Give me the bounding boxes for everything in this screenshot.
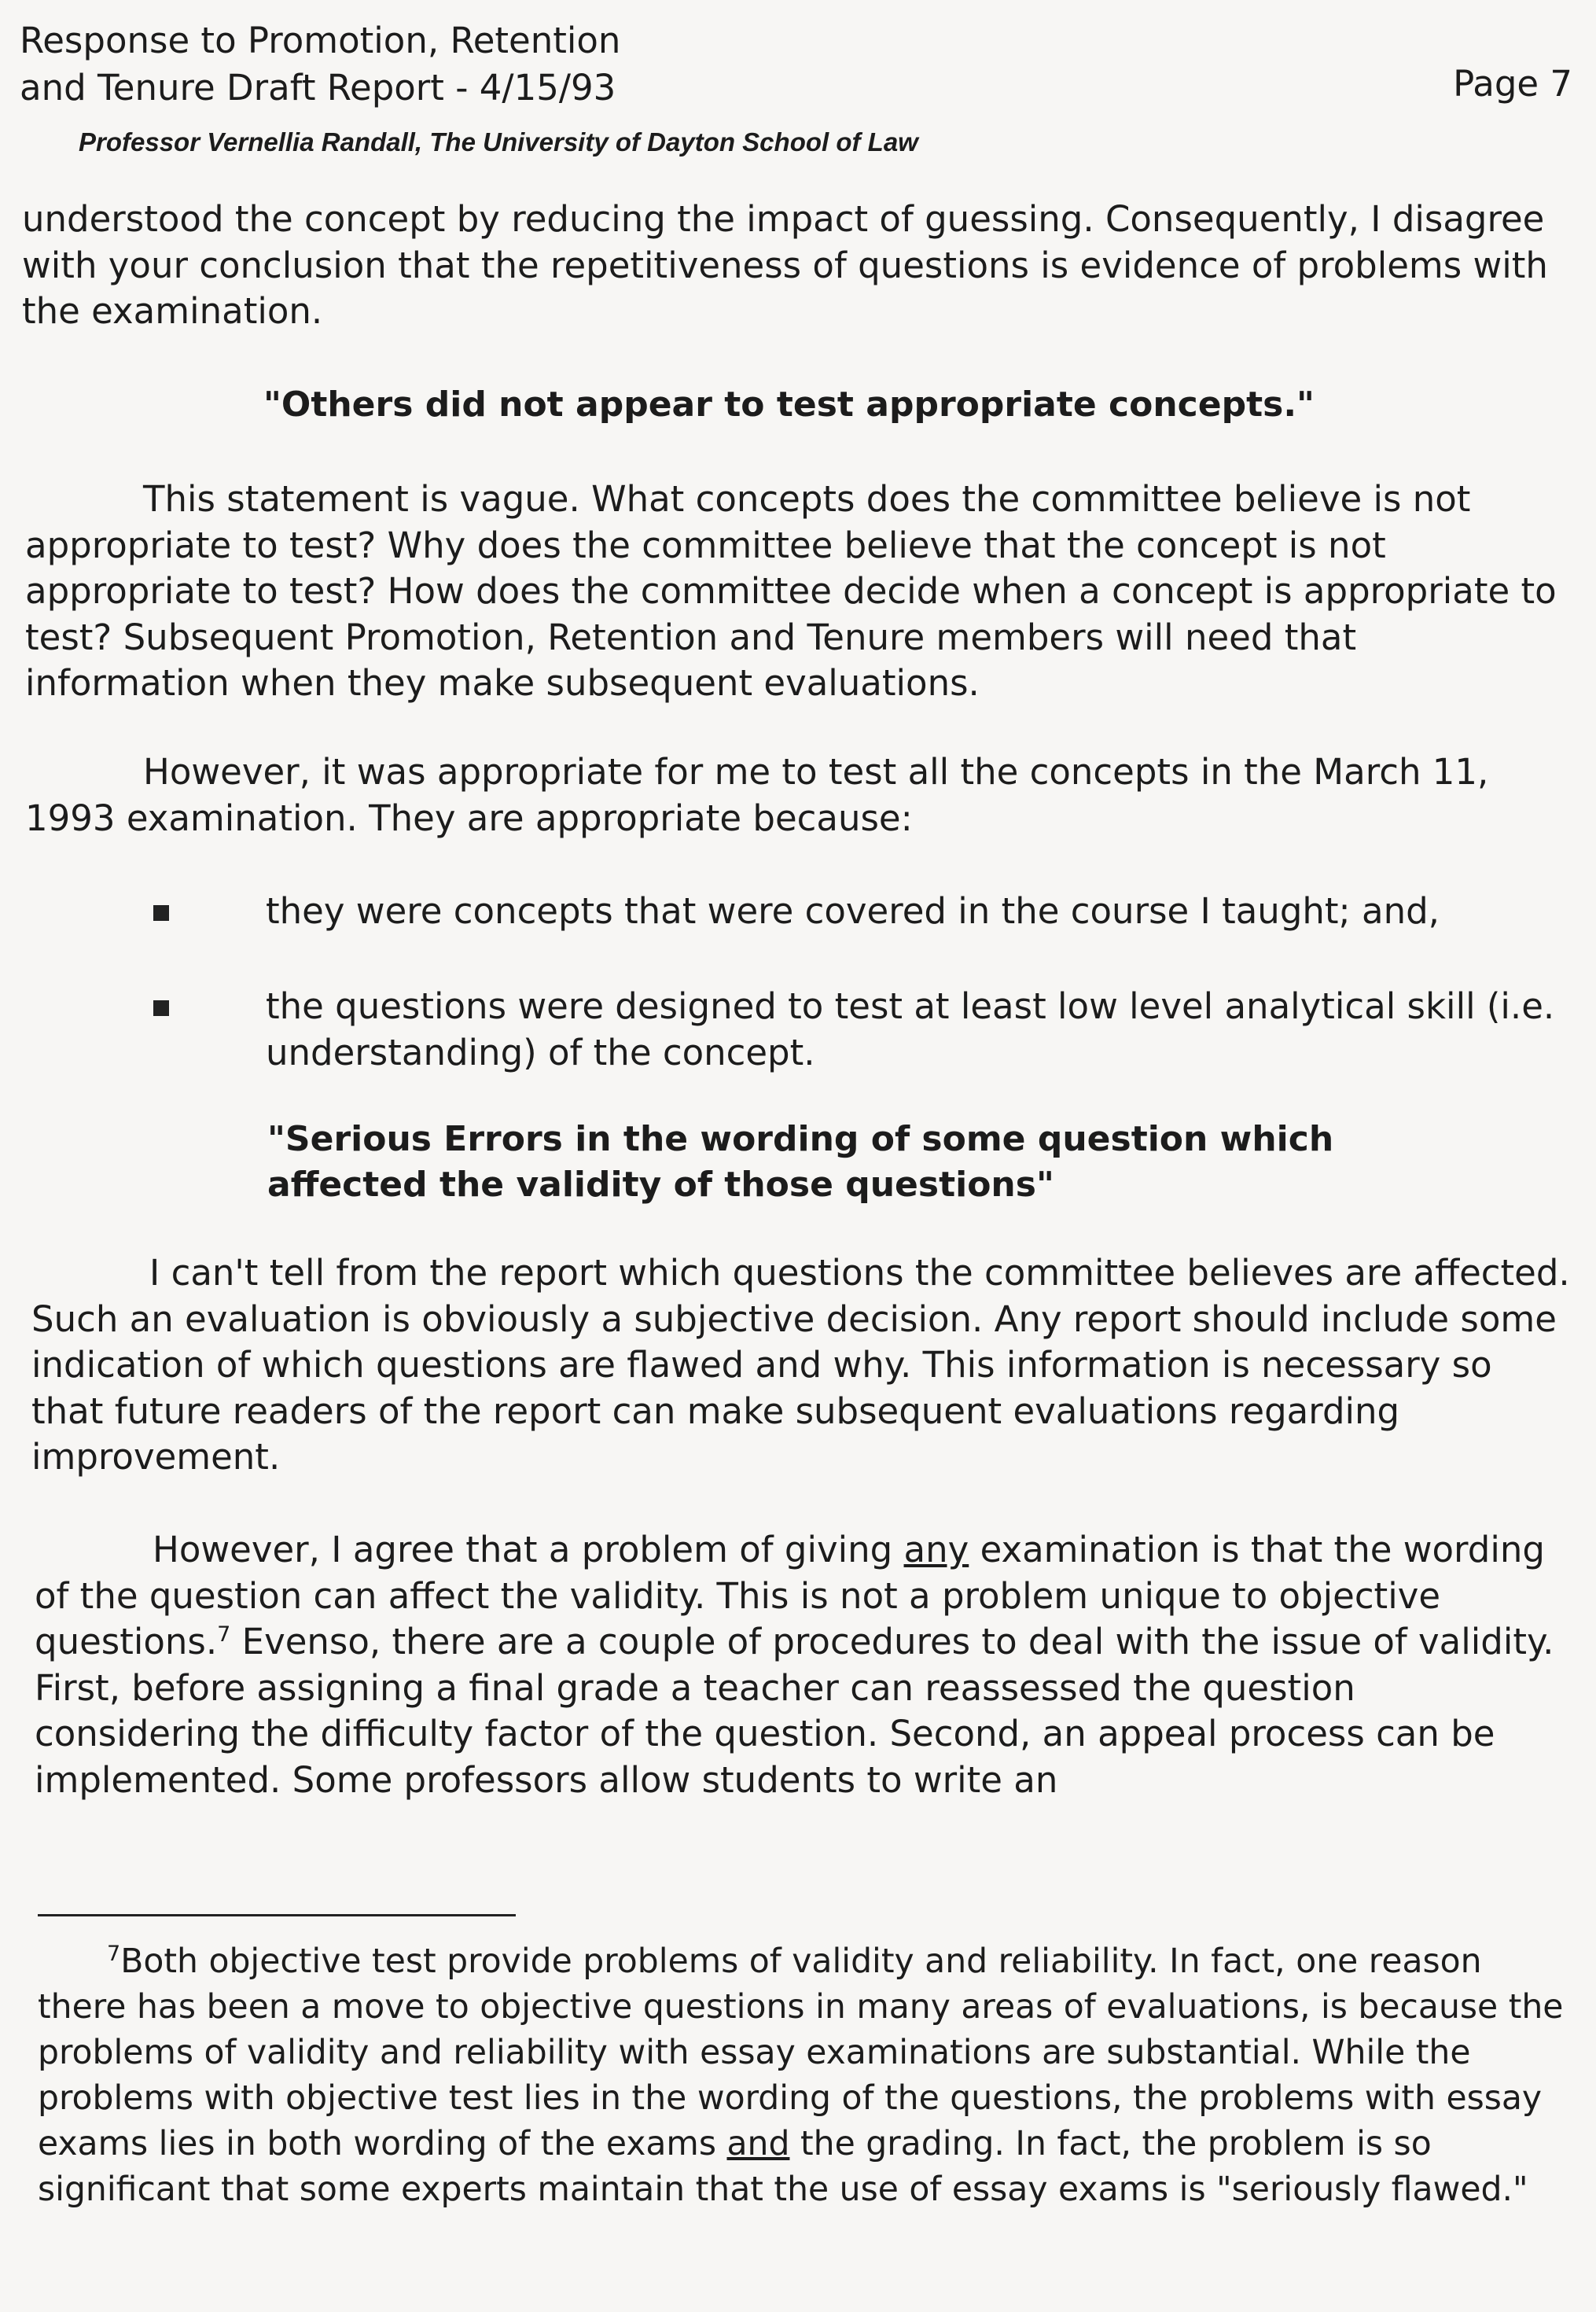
paragraph-5 xyxy=(35,1527,1572,1803)
header-title-line1: Response to Promotion, Retention xyxy=(20,20,621,61)
footnote-separator xyxy=(38,1914,516,1916)
heading-appropriate-concepts: "Others did not appear to test appropriate concepts." xyxy=(263,385,1315,425)
bullet-marker xyxy=(153,1000,169,1016)
paragraph-5-text: However, I agree that a problem of giving xyxy=(153,1529,904,1570)
footnote-marker: 7 xyxy=(107,1941,121,1966)
footnote-7 xyxy=(38,1939,1567,2213)
underlined-and: and xyxy=(726,2125,790,2163)
header-title-line2: and Tenure Draft Report - 4/15/93 xyxy=(20,67,616,109)
footnote-reference: 7 xyxy=(217,1622,231,1647)
header-title xyxy=(20,17,620,112)
paragraph-3: However, it was appropriate for me to test all the concepts in the March 11, 1993 examination. They are appropriate because: xyxy=(25,751,1489,839)
bullet-item-2: the questions were designed to test at least low level analytical skill (i.e. understanding) of the concept. xyxy=(266,985,1555,1073)
page-number: Page 7 xyxy=(1453,63,1572,105)
underlined-any: any xyxy=(903,1529,969,1570)
bullet-item-1: they were concepts that were covered in the course I taught; and, xyxy=(266,890,1440,932)
paragraph-5-text: examination is that the wording of the question can affect the validity. This is not a problem unique to objective questions. xyxy=(35,1529,1545,1662)
heading-serious-errors xyxy=(267,1117,1333,1208)
heading-serious-errors-line1: "Serious Errors in the wording of some question which xyxy=(267,1119,1334,1159)
bullet-marker xyxy=(153,905,169,921)
footnote-text: the grading. In fact, the problem is so significant that some experts maintain that the use of essay exams is "seriously flawed." xyxy=(38,2125,1528,2209)
paragraph-2: This statement is vague. What concepts does the committee believe is not appropriate to test? Why does the committee believe that the concept is not appropriate to test? How does the committee decide when a concept is appropriate to test? Subsequent Promotion, Retention and Tenure members will need that information when they make subsequent evaluations. xyxy=(25,478,1557,704)
paragraph-5-text: Evenso, there are a couple of procedures to deal with the issue of validity. First, before assigning a final grade a teacher can reassessed the question considering the difficulty factor of the question. Second, an appeal process can be implemented. Some professors allow students to write an xyxy=(35,1621,1554,1801)
heading-serious-errors-line2: affected the validity of those questions" xyxy=(267,1165,1054,1205)
footnote-text: Both objective test provide problems of validity and reliability. In fact, one reason there has been a move to objective questions in many areas of evaluations, is because the problems of validity and reliability with essay examinations are substantial. While the problems with objective test lies in the wording of the questions, the problems with essay exams lies in both wording of the exams xyxy=(38,1942,1564,2163)
author-line: Professor Vernellia Randall, The University of Dayton School of Law xyxy=(79,127,918,156)
paragraph-4: I can't tell from the report which questions the committee believes are affected. Such an evaluation is obviously a subjective decision. Any report should include some indication of which questions are flawed and why. This information is necessary so that future readers of the report can make subsequent evaluations regarding improvement. xyxy=(31,1252,1570,1478)
paragraph-1: understood the concept by reducing the impact of guessing. Consequently, I disagree with your conclusion that the repetitiveness of questions is evidence of problems with the examination. xyxy=(22,198,1548,332)
